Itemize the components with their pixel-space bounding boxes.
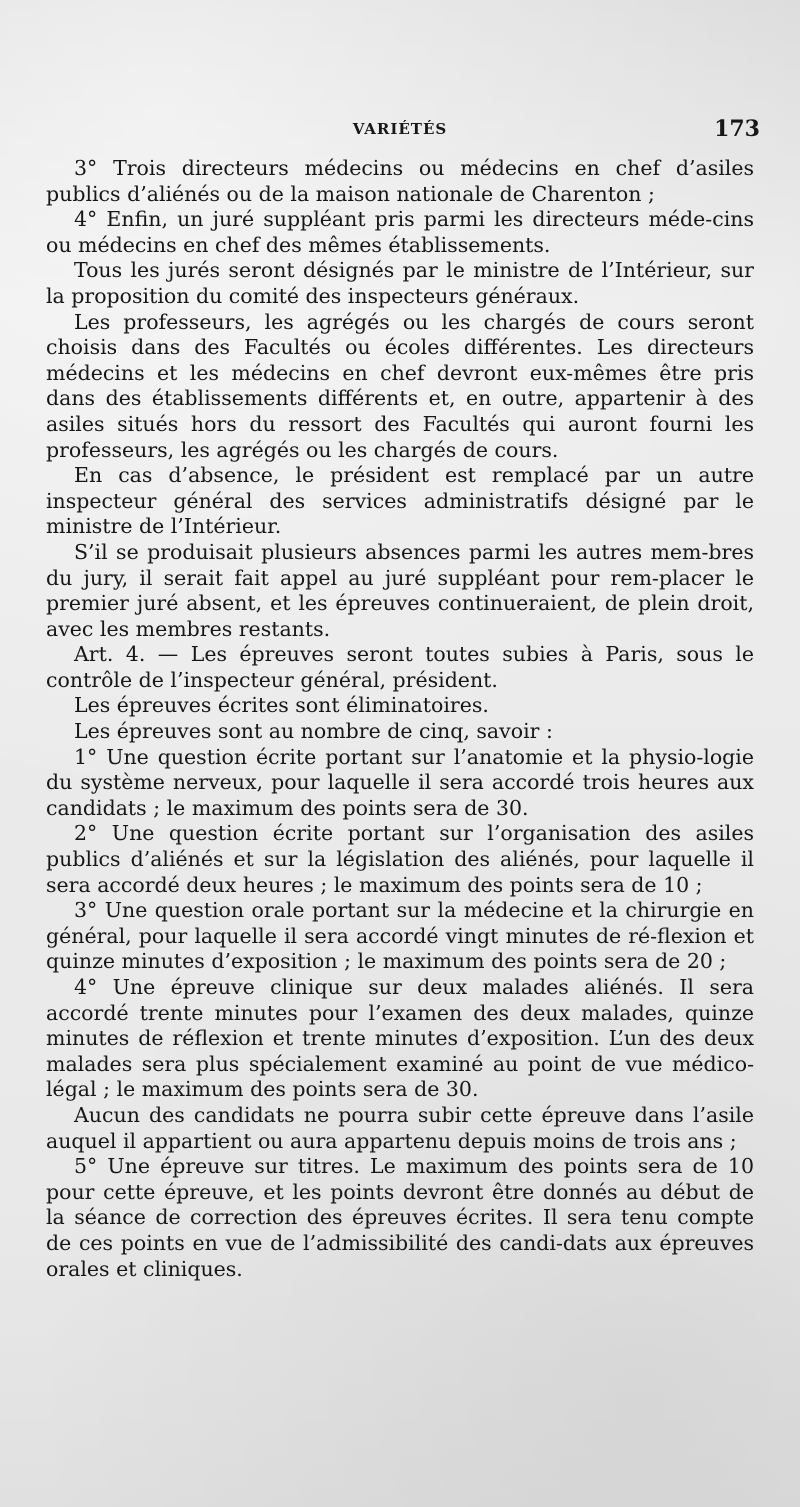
paragraph: Les épreuves écrites sont éliminatoires. (74, 693, 489, 718)
page-number: 173 (714, 116, 760, 142)
body-text (46, 156, 754, 1282)
paragraph: Les professeurs, les agrégés ou les chargés de cours seront choisis dans des Facultés ou écoles différentes. Les directeurs médecins et les médecins en chef devront eux-mêmes être pris dans des établissements différents et, en outre, appartenir à des asiles situés hors du ressort des Facultés qui auront fourni les professeurs, les agrégés ou les chargés de cours. (46, 309, 754, 462)
paragraph: 1° Une question écrite portant sur l’anatomie et la physio-logie du système nerveux, pour laquelle il sera accordé trois heures aux candidats ; le maximum des points sera de 30. (46, 744, 754, 820)
running-header (0, 112, 800, 152)
paragraph: Art. 4. — Les épreuves seront toutes subies à Paris, sous le contrôle de l’inspecteur général, président. (46, 642, 754, 692)
paragraph: 4° Une épreuve clinique sur deux malades aliénés. Il sera accordé trente minutes pour l’examen des deux malades, quinze minutes de réflexion et trente minutes d’exposition. L’un des deux malades sera plus spécialement examiné au point de vue médico-légal ; le maximum des points sera de 30. (46, 975, 754, 1102)
running-title: VARIÉTÉS (352, 120, 448, 138)
paragraph: 3° Trois directeurs médecins ou médecins en chef d’asiles publics d’aliénés ou de la maison nationale de Charenton ; (46, 156, 754, 206)
paragraph: Aucun des candidats ne pourra subir cette épreuve dans l’asile auquel il appartient ou aura appartenu depuis moins de trois ans ; (46, 1102, 754, 1153)
paragraph: 5° Une épreuve sur titres. Le maximum des points sera de 10 pour cette épreuve, et les points devront être donnés au début de la séance de correction des épreuves écrites. Il sera tenu compte de ces points en vue de l’admissibilité des candi-dats aux épreuves orales et cliniques. (46, 1154, 754, 1281)
paragraph: Les épreuves sont au nombre de cinq, savoir : (74, 719, 553, 744)
paragraph: S’il se produisait plusieurs absences parmi les autres mem-bres du jury, il serait fait appel au juré suppléant pour rem-placer le premier juré absent, et les épreuves continueraient, de plein droit, avec les membres restants. (46, 539, 754, 641)
paragraph: 4° Enfin, un juré suppléant pris parmi les directeurs méde-cins ou médecins en chef des mêmes établissements. (46, 207, 754, 257)
paragraph: Tous les jurés seront désignés par le ministre de l’Intérieur, sur la proposition du comité des inspecteurs généraux. (46, 258, 754, 308)
paragraph: 2° Une question écrite portant sur l’organisation des asiles publics d’aliénés et sur la législation des aliénés, pour laquelle il sera accordé deux heures ; le maximum des points sera de 10 ; (46, 821, 754, 897)
paragraph: En cas d’absence, le président est remplacé par un autre inspecteur général des services administratifs désigné par le ministre de l’Intérieur. (46, 463, 754, 539)
paragraph: 3° Une question orale portant sur la médecine et la chirurgie en général, pour laquelle il sera accordé vingt minutes de ré-flexion et quinze minutes d’exposition ; le maximum des points sera de 20 ; (46, 898, 754, 974)
